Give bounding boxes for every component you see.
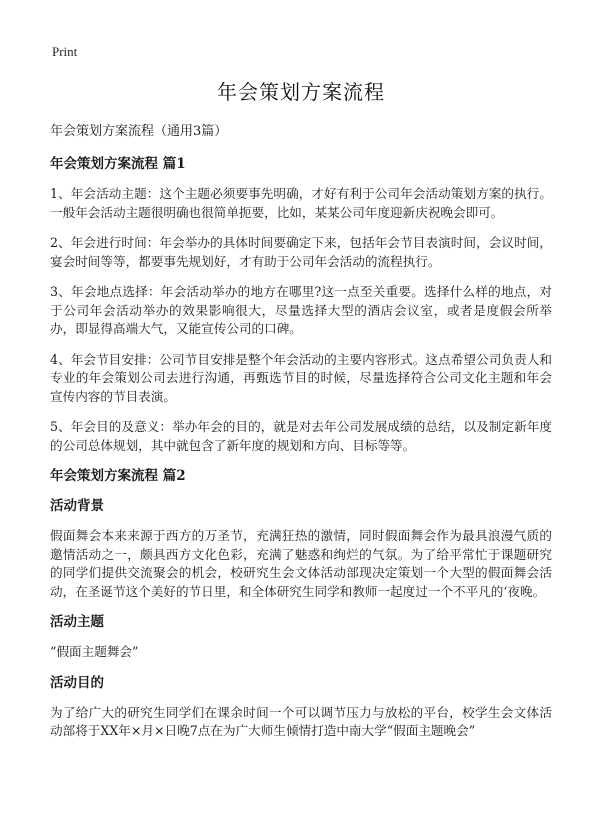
paragraph-event-purpose: 为了给广大的研究生同学们在课余时间一个可以调节压力与放松的平台，校学生会文体活动部将于XX年×月×日晚7点在为广大师生倾情打造中南大学“假面主题晚会” (50, 704, 552, 738)
subheading-background: 活动背景 (50, 498, 104, 514)
paragraph-event-theme: “假面主题舞会” (50, 644, 139, 659)
paragraph-time: 2、年会进行时间：年会举办的具体时间要确定下来，包括年会节目表演时间，会议时间，宴会时间等等，都要事先规划好，才有助于公司年会活动的流程执行。 (50, 235, 552, 269)
paragraph-purpose: 5、年会目的及意义：举办年会的目的，就是对去年公司发展成绩的总结，以及制定新年度的公司总体规划，其中就包含了新年度的规划和方向、目标等等。 (50, 419, 552, 453)
document-title: 年会策划方案流程 (217, 80, 385, 104)
section-heading-part2: 年会策划方案流程 篇2 (50, 468, 186, 484)
paragraph-program: 4、年会节目安排：公司节目安排是整个年会活动的主要内容形式。这点希望公司负责人和专业的年会策划公司去进行沟通，再甄选节目的时候，尽量选择符合公司文化主题和年会宣传内容的节目表演。 (50, 351, 552, 404)
print-label: Print (52, 44, 78, 59)
paragraph-theme: 1、年会活动主题：这个主题必须要事先明确，才好有利于公司年会活动策划方案的执行。一般年会活动主题很明确也很简单扼要，比如，某某公司年度迎新庆祝晚会即可。 (50, 186, 552, 220)
paragraph-location: 3、年会地点选择：年会活动举办的地方在哪里?这一点至关重要。选择什么样的地点，对于公司年会活动举办的效果影响很大，尽量选择大型的酒店会议室，或者是度假会所举办，即显得高端大气，又能宣传公司的口碑。 (50, 284, 552, 336)
section-heading-part1: 年会策划方案流程 篇1 (50, 156, 186, 172)
document-subtitle: 年会策划方案流程（通用3篇） (50, 124, 228, 139)
paragraph-background: 假面舞会本来来源于西方的万圣节，充满狂热的激情，同时假面舞会作为最具浪漫气质的邀情活动之一，颇具西方文化色彩，充满了魅惑和绚烂的气氛。为了给平常忙于课题研究的同学们提供交流聚会的机会，校研究生会文体活动部现决定策划一个大型的假面舞会活动，在圣诞节这个美好的节日里，和全体研究生同学和教师一起度过一个不平凡的‘夜晚。 (50, 528, 552, 599)
subheading-theme: 活动主题 (50, 614, 104, 630)
subheading-purpose: 活动目的 (50, 674, 104, 691)
